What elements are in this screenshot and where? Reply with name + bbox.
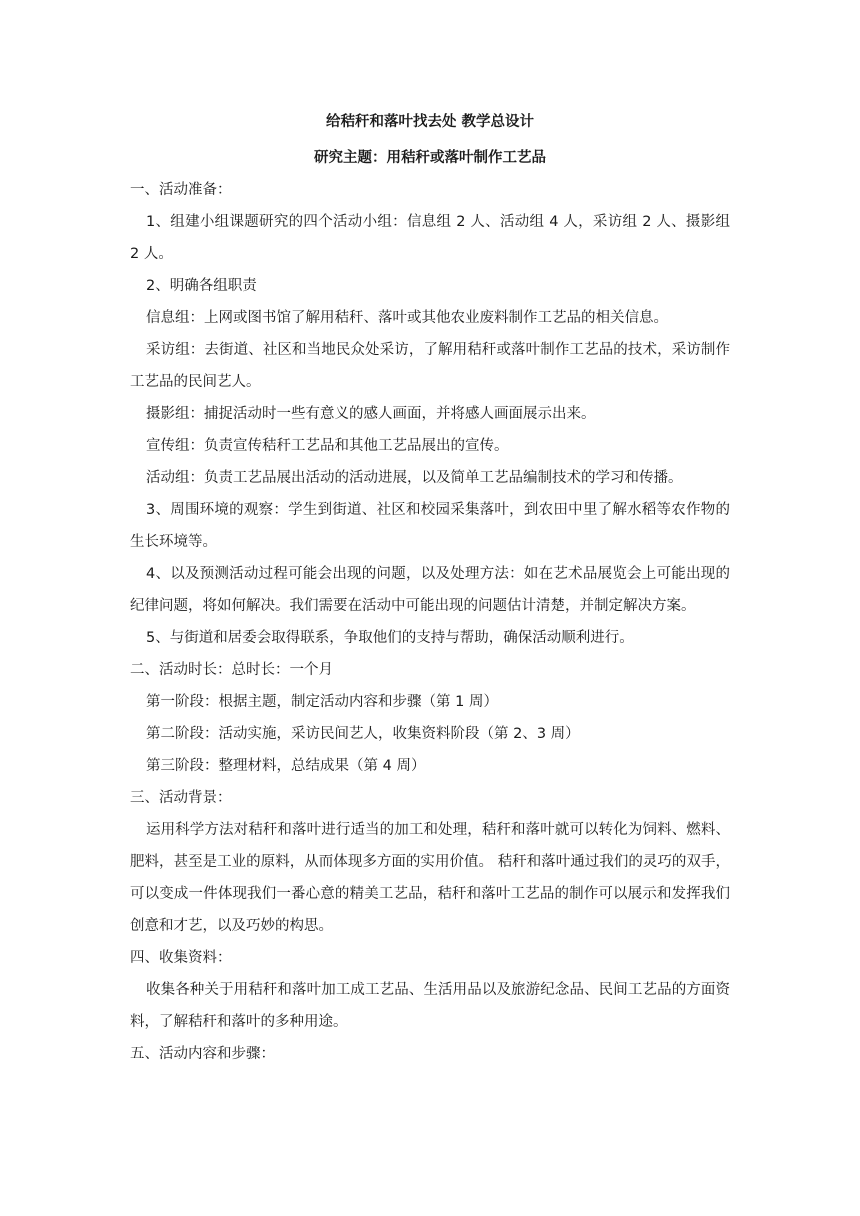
section5-heading: 五、活动内容和步骤： [130,1046,275,1062]
section4-body: 收集各种关于用秸秆和落叶加工成工艺品、生活用品以及旅游纪念品、民间工艺品的方面资料，了解秸秆和落叶的多种用途。 [130,982,730,1030]
group-info-duty: 信息组：上网或图书馆了解用秸秆、落叶或其他农业废料制作工艺品的相关信息。 [146,310,668,326]
section1-item3: 3、周围环境的观察：学生到街道、社区和校园采集落叶，到农田中里了解水稻等农作物的生长环境等。 [130,502,730,550]
section3-body: 运用科学方法对秸秆和落叶进行适当的加工和处理，秸秆和落叶就可以转化为饲料、燃料、肥料，甚至是工业的原料，从而体现多方面的实用价值。 秸秆和落叶通过我们的灵巧的双手，可以变成一件体现我们一番心意的精美工艺品，秸秆和落叶工艺品的制作可以展示和发挥我们创意和才艺，以及巧妙的构思。 [130,822,730,934]
document-title: 给秸秆和落叶找去处 教学总设计 [325,114,535,130]
group-interview-duty: 采访组：去街道、社区和当地民众处采访，了解用秸秆或落叶制作工艺品的技术，采访制作工艺品的民间艺人。 [130,342,730,390]
section1-item2-heading: 2、明确各组职责 [146,278,257,294]
document-subtitle: 研究主题：用秸秆或落叶制作工艺品 [314,150,546,166]
section1-item4: 4、以及预测活动过程可能会出现的问题，以及处理方法：如在艺术品展览会上可能出现的纪律问题，将如何解决。我们需要在活动中可能出现的问题估计清楚，并制定解决方案。 [130,566,730,614]
group-activity-duty: 活动组：负责工艺品展出活动的活动进展，以及简单工艺品编制技术的学习和传播。 [146,470,683,486]
document-body [130,112,730,1070]
section1-item1: 1、组建小组课题研究的四个活动小组：信息组 2 人、活动组 4 人，采访组 2 人、摄影组 2 人。 [130,214,730,262]
section1-item5: 5、与街道和居委会取得联系，争取他们的支持与帮助，确保活动顺利进行。 [146,630,634,646]
group-publicity-duty: 宣传组：负责宣传秸秆工艺品和其他工艺品展出的宣传。 [146,438,509,454]
group-photo-duty: 摄影组：捕捉活动时一些有意义的感人画面，并将感人画面展示出来。 [146,406,596,422]
section4-heading: 四、收集资料： [130,950,232,966]
section2-heading: 二、活动时长：总时长：一个月 [130,662,333,678]
stage3-text: 第三阶段：整理材料，总结成果（第 4 周） [146,758,426,774]
stage1-text: 第一阶段：根据主题，制定活动内容和步骤（第 1 周） [146,694,498,710]
stage2-text: 第二阶段：活动实施，采访民间艺人，收集资料阶段（第 2、3 周） [146,726,580,742]
section3-heading: 三、活动背景： [130,790,232,806]
section1-heading: 一、活动准备： [130,182,232,198]
